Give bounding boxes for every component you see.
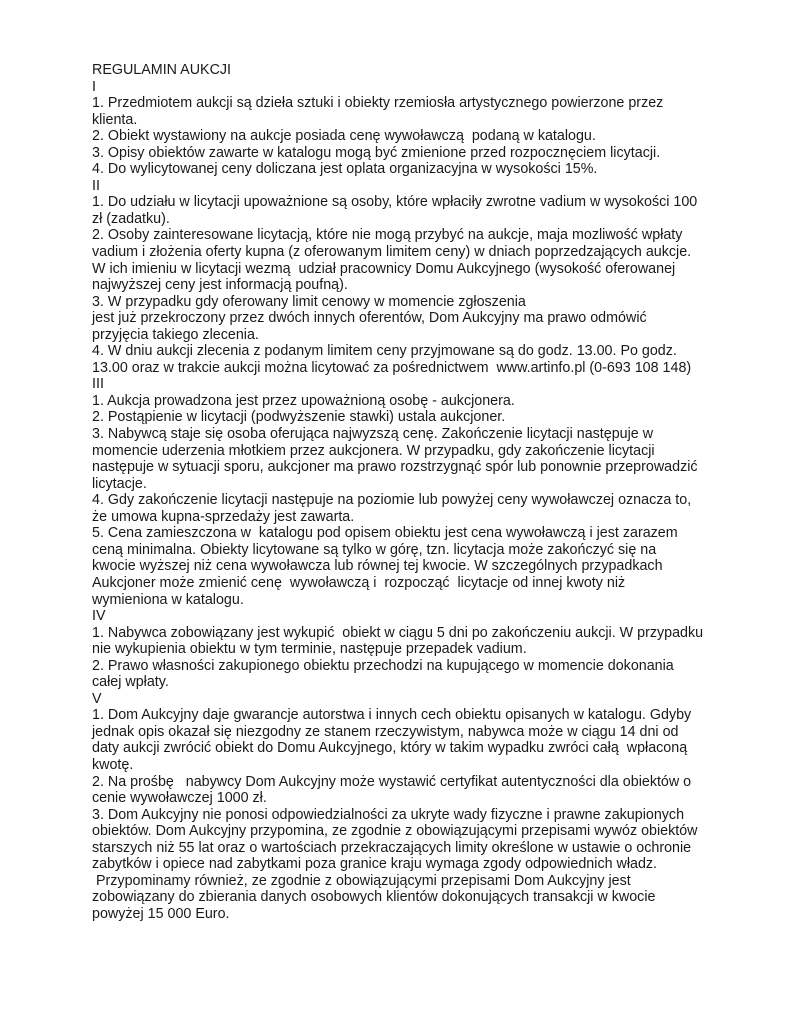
text-line: 2. Obiekt wystawiony na aukcje posiada cenę wywoławczą podaną w katalogu.	[92, 128, 596, 145]
text-line: 1. Do udziału w licytacji upoważnione są osoby, które wpłaciły zwrotne vadium w wysokości 100	[92, 194, 698, 211]
text-line: 3. W przypadku gdy oferowany limit cenowy w momencie zgłoszenia	[92, 293, 526, 310]
section	[92, 79, 712, 178]
text-line: jest już przekroczony przez dwóch innych oferentów, Dom Aukcyjny ma prawo odmówić	[92, 310, 647, 327]
text-line: zobowiązany do zbierania danych osobowych klientów dokonujących transakcji w kwocie	[92, 889, 656, 906]
text-line: 3. Dom Aukcyjny nie ponosi odpowiedzialności za ukryte wady fizyczne i prawne zakupionych	[92, 806, 685, 823]
paragraph	[92, 194, 712, 227]
text-line: kwocie wyższej niż cena wywoławcza lub równej tej kwocie. W szczególnych przypadkach	[92, 558, 663, 575]
text-line: Aukcjoner może zmienić cenę wywoławczą i rozpocząć licytacje od innej kwoty niż	[92, 574, 626, 591]
text-line: 2. Postąpienie w licytacji (podwyższenie stawki) ustala aukcjoner.	[92, 409, 506, 426]
section-numeral: IV	[92, 608, 106, 625]
paragraph	[92, 95, 712, 128]
text-line: 4. Do wylicytowanej ceny doliczana jest oplata organizacyjna w wysokości 15%.	[92, 161, 598, 178]
text-line: 3. Nabywcą staje się osoba oferująca najwyzszą cenę. Zakończenie licytacji następuje w	[92, 426, 654, 443]
section-numeral: III	[92, 376, 104, 393]
section	[92, 376, 712, 608]
text-line: 4. W dniu aukcji zlecenia z podanym limitem ceny przyjmowane są do godz. 13.00. Po godz.	[92, 343, 677, 360]
document-body	[92, 79, 712, 923]
text-line: W ich imieniu w licytacji wezmą udział pracownicy Domu Aukcyjnego (wysokość oferowanej	[92, 260, 676, 277]
text-line: 3. Opisy obiektów zawarte w katalogu mogą być zmienione przed rozpocznęciem licytacji.	[92, 144, 661, 161]
text-line: cenie wywoławczej 1000 zł.	[92, 790, 267, 807]
section-numeral: V	[92, 690, 102, 707]
text-line: następuje w sytuacji sporu, aukcjoner ma prawo rozstrzygnąć spór lub ponownie przeprowadzić	[92, 459, 698, 476]
paragraph	[92, 658, 712, 691]
text-line: nie wykupienia obiektu w tym terminie, następuje przepadek vadium.	[92, 641, 527, 658]
document-page	[92, 62, 712, 922]
paragraph	[92, 409, 712, 426]
text-line: klienta.	[92, 111, 138, 128]
text-line: wymieniona w katalogu.	[92, 591, 244, 608]
text-line: 2. Na prośbę nabywcy Dom Aukcyjny może wystawić certyfikat autentyczności dla obiektów o	[92, 773, 692, 790]
section	[92, 691, 712, 923]
text-line: jednak opis okazał się niezgodny ze stanem rzeczywistym, nabywca może w ciągu 14 dni od	[92, 723, 679, 740]
section-numeral: II	[92, 177, 100, 194]
text-line: 1. Nabywca zobowiązany jest wykupić obiekt w ciągu 5 dni po zakończeniu aukcji. W przypadku	[92, 624, 704, 641]
paragraph	[92, 227, 712, 293]
text-line: całej wpłaty.	[92, 674, 169, 691]
text-line: obiektów. Dom Aukcyjny przypomina, ze zgodnie z obowiązującymi przepisami wywóz obiektów	[92, 823, 698, 840]
document-title: REGULAMIN AUKCJI	[92, 62, 232, 78]
paragraph	[92, 294, 712, 344]
section	[92, 608, 712, 691]
paragraph	[92, 161, 712, 178]
text-line: 1. Dom Aukcyjny daje gwarancje autorstwa i innych cech obiektu opisanych w katalogu. Gdyby	[92, 707, 692, 724]
text-line: najwyższej ceny jest informacją poufną).	[92, 277, 348, 294]
text-line: kwotę.	[92, 756, 134, 773]
text-line: vadium i złożenia oferty kupna (z oferowanym limitem ceny) w dniach poprzedzających aukcje.	[92, 244, 692, 261]
paragraph	[92, 807, 712, 873]
paragraph	[92, 128, 712, 145]
paragraph	[92, 426, 712, 492]
text-line: 13.00 oraz w trakcie aukcji można licytować za pośrednictwem www.artinfo.pl (0-693 108 148)	[92, 359, 692, 376]
text-line: ceną minimalna. Obiekty licytowane są tylko w górę, tzn. licytacja może zakończyć się na	[92, 541, 657, 558]
text-line: 1. Aukcja prowadzona jest przez upoważnioną osobę - aukcjonera.	[92, 392, 515, 409]
text-line: 1. Przedmiotem aukcji są dzieła sztuki i obiekty rzemiosła artystycznego powierzone przez	[92, 95, 664, 112]
paragraph	[92, 492, 712, 525]
section	[92, 178, 712, 377]
paragraph	[92, 625, 712, 658]
text-line: przyjęcia takiego zlecenia.	[92, 326, 259, 343]
text-line: 2. Prawo własności zakupionego obiektu przechodzi na kupującego w momencie dokonania	[92, 657, 674, 674]
paragraph	[92, 707, 712, 773]
paragraph	[92, 393, 712, 410]
paragraph	[92, 525, 712, 608]
text-line: daty aukcji zwrócić obiekt do Domu Aukcyjnego, który w takim wypadku zwróci całą wpłaconą	[92, 740, 688, 757]
text-line: 2. Osoby zainteresowane licytacją, które nie mogą przybyć na aukcje, maja mozliwość wpłaty	[92, 227, 683, 244]
paragraph	[92, 343, 712, 376]
paragraph	[92, 774, 712, 807]
text-line: że umowa kupna-sprzedaży jest zawarta.	[92, 508, 355, 525]
text-line: starszych niż 55 lat oraz o wartościach przekraczających limity określone w ustawie o ochronie	[92, 839, 692, 856]
text-line: zabytków i opiece nad zabytkami poza granice kraju wymaga zgody odpowiednich władz.	[92, 856, 658, 873]
paragraph	[92, 145, 712, 162]
text-line: 4. Gdy zakończenie licytacji następuje na poziomie lub powyżej ceny wywoławczej oznacza to,	[92, 492, 692, 509]
text-line: momencie uderzenia młotkiem przez aukcjonera. W przypadku, gdy zakończenie licytacji	[92, 442, 655, 459]
text-line: 5. Cena zamieszczona w katalogu pod opisem obiektu jest cena wywoławczą i jest zarazem	[92, 525, 678, 542]
text-line: licytacje.	[92, 475, 147, 492]
paragraph	[92, 873, 712, 923]
text-line: powyżej 15 000 Euro.	[92, 905, 230, 922]
text-line: Przypominamy również, ze zgodnie z obowiązującymi przepisami Dom Aukcyjny jest	[92, 872, 631, 889]
text-line: zł (zadatku).	[92, 210, 170, 227]
section-numeral: I	[92, 78, 96, 95]
